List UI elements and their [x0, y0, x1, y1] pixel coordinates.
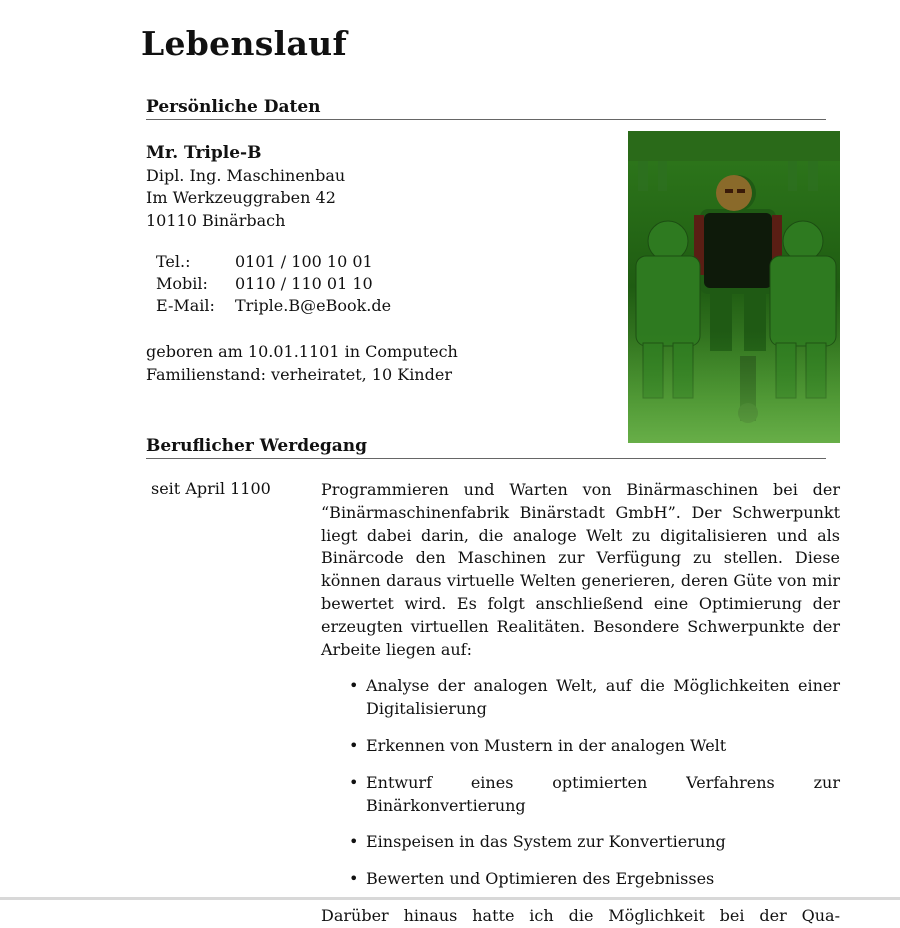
birth-info: geboren am 10.01.1101 in Computech: [146, 342, 458, 361]
contact-row-phone: [156, 252, 391, 274]
contact-value-mobile: 0110 / 110 01 10: [235, 274, 373, 293]
section-heading-career: Beruflicher Werdegang: [146, 436, 826, 459]
contact-label: Mobil:: [156, 274, 208, 293]
contact-row-email: [156, 296, 391, 318]
contact-value-email[interactable]: Triple.B@eBook.de: [235, 296, 392, 315]
career-continuation: Darüber hinaus hatte ich die Möglichkeit bei der Qua-: [321, 905, 840, 925]
address-city: 10110 Binärbach: [146, 211, 286, 230]
person-degree: Dipl. Ing. Maschinenbau: [146, 166, 346, 185]
contact-label: E-Mail:: [156, 296, 215, 315]
list-item: • Erkennen von Mustern in der analogen Welt: [366, 735, 840, 758]
family-status: Familienstand: verheiratet, 10 Kinder: [146, 365, 452, 384]
robot-scene-image: [628, 131, 840, 443]
contact-table: [156, 252, 391, 318]
career-date: seit April 1100: [151, 479, 271, 498]
contact-label: Tel.:: [156, 252, 191, 271]
address-street: Im Werkzeuggraben 42: [146, 188, 336, 207]
contact-value-phone: 0101 / 100 10 01: [235, 252, 373, 271]
list-item: • Bewerten und Optimieren des Ergebnisses: [366, 868, 840, 891]
list-item: • Entwurf eines optimierten Verfahrens zur Binärkonvertierung: [366, 772, 840, 818]
person-name: Mr. Triple-B: [146, 143, 262, 163]
career-bullet-list: [321, 675, 840, 891]
page-title: Lebenslauf: [141, 24, 347, 63]
contact-row-mobile: [156, 274, 391, 296]
portrait-photo: [628, 131, 840, 443]
career-description: Programmieren und Warten von Binärmaschinen bei der “Binärmaschinenfabrik Binärstadt GmbH”. Der Schwerpunkt liegt dabei darin, die analoge Welt zu digitalisieren und als Binärcode den Maschinen zur Verfügung zu stellen. Diese können daraus virtuelle Welten generieren, deren Güte von mir bewertet wird. Es folgt anschließend eine Optimierung der erzeugten virtuellen Realitäten. Besondere Schwerpunkte der Arbeite liegen auf:: [321, 480, 840, 659]
list-item: • Einspeisen in das System zur Konvertierung: [366, 831, 840, 854]
list-item: • Analyse der analogen Welt, auf die Möglichkeiten einer Digitalisierung: [366, 675, 840, 721]
section-heading-personal: Persönliche Daten: [146, 97, 826, 120]
career-entry: [321, 479, 840, 928]
